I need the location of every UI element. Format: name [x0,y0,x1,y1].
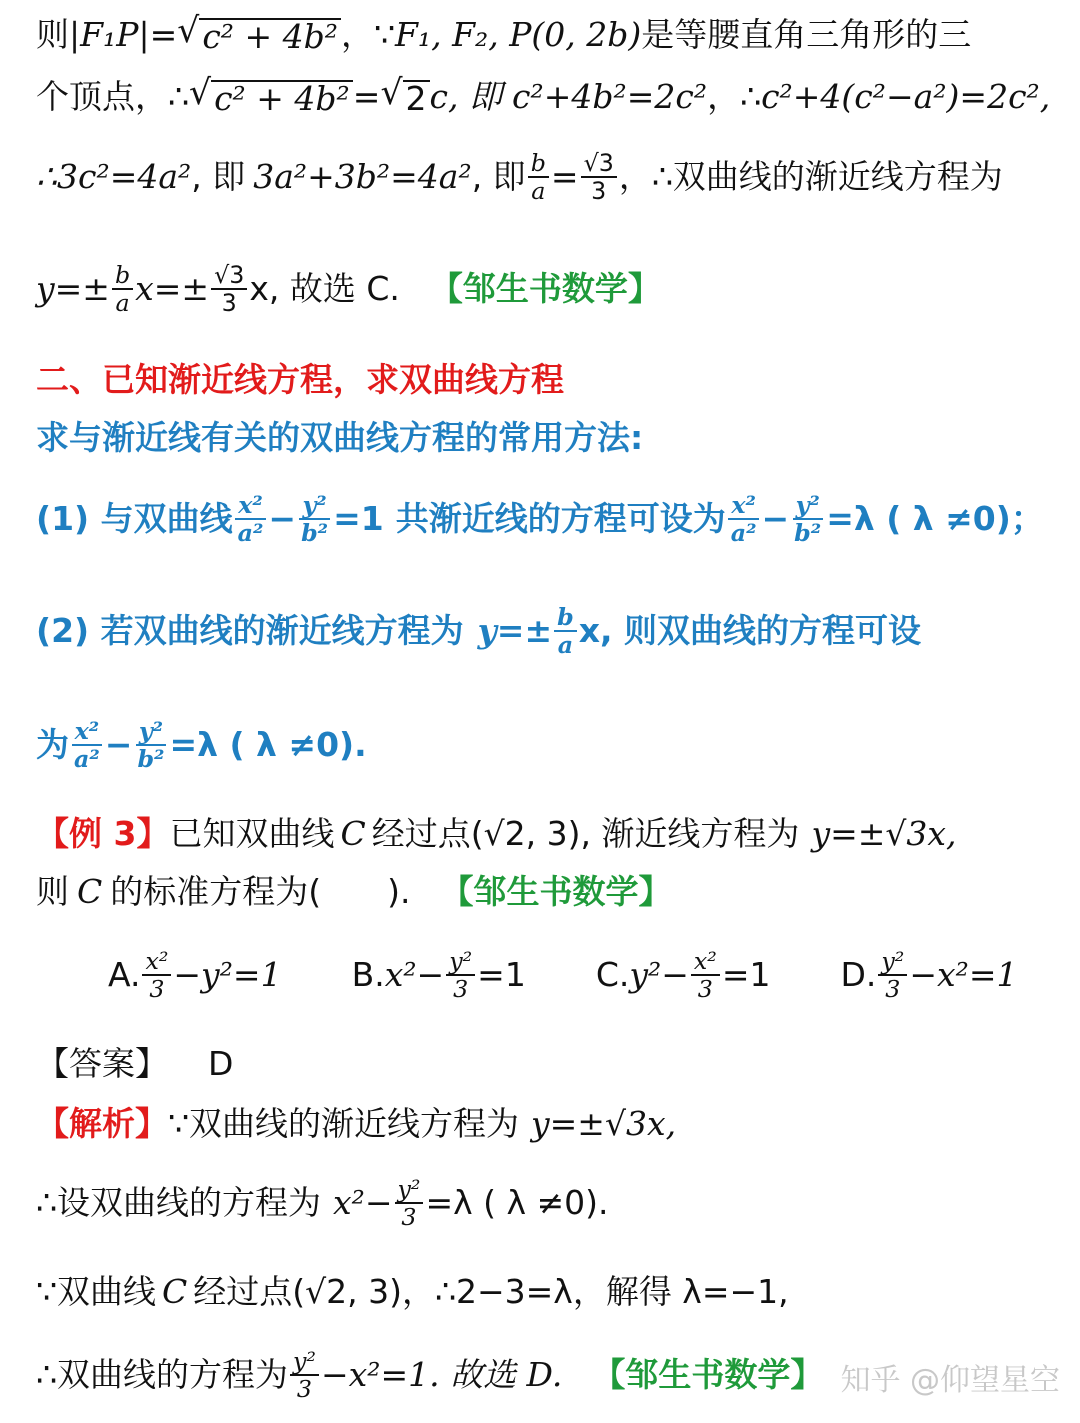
text: 经过点 [371,814,471,853]
text: 为 [36,725,69,765]
fraction-y2-3 [395,1176,424,1230]
text: ，∵ [341,14,396,54]
math-minus: − [268,499,297,539]
text: , 即 [191,157,246,197]
watermark: 知乎 @仰望星空 [840,1363,1060,1398]
math-eq: = [352,76,381,116]
fraction-x2-a2 [235,492,267,546]
radical-sign: √ [177,11,200,51]
denominator: 3 [401,1203,417,1232]
math-minus: − [761,499,790,539]
option-a [108,948,282,1002]
math-eq-one: =1 [333,499,384,539]
numerator: y² [136,718,166,746]
text: x, 则双曲线的方程可设 [578,611,922,651]
text: c, 即 [429,76,502,116]
numerator: y² [299,492,329,520]
numerator: y² [395,1176,424,1204]
example-tag: 【例 3】 [36,814,170,853]
text: x, 故选 C. [249,269,400,309]
denominator: b² [301,519,329,548]
text: 的标准方程为( ). [110,872,411,911]
text: 是等腰直角三角形的三 [641,14,972,54]
section-title: 二、已知渐近线方程，求双曲线方程 [36,360,564,399]
sqrt-expression [189,73,353,118]
sqrt-expression [380,73,429,118]
math-f1p: |F₁P| [69,14,150,54]
option-expr: −x²=1 [909,955,1018,995]
fraction-x2-a2 [71,718,103,772]
numerator: b [554,604,577,632]
denominator: 3 [885,975,901,1004]
denominator: 3 [453,975,469,1004]
fraction-y2-3 [878,948,907,1002]
math-point: (√2, 3) [292,1272,402,1311]
text: (1) 与双曲线 [36,499,233,539]
text: 个顶点，∴ [36,76,189,116]
denominator: a² [237,519,264,548]
numerator: x² [72,718,103,746]
text: −x²=1. 故选 D. [320,1355,563,1395]
method-2 [36,604,1060,658]
math-c: C [162,1272,188,1311]
math-x-eq-pm: x=± [135,269,210,309]
method-1 [36,492,1060,546]
example-3-question-cont [36,872,1060,912]
fraction-y2-3 [446,948,475,1002]
example-3-question [36,814,1060,854]
answer-value: D [208,1044,234,1083]
text: , 渐近线方程为 [580,814,800,853]
option-label: D. [840,955,877,995]
numerator: b [112,262,133,290]
derivation-line-4 [36,262,1060,316]
fraction-b-over-a [112,262,133,316]
math-point: (√2, 3) [470,814,581,853]
option-c [596,948,771,1002]
denominator: a [115,289,130,318]
derivation-line-3 [36,150,1060,204]
denominator: a² [730,519,757,548]
denominator: b² [137,745,165,774]
math-equation: ∴3c²=4a² [36,157,192,197]
text: 已知双曲线 [169,814,335,853]
solution-step-2 [36,1272,1060,1312]
numerator: x² [728,492,759,520]
fraction-y2-3 [290,1348,319,1402]
analysis-line [36,1104,1060,1144]
radicand: c² + 4b² [199,18,341,55]
option-expr: −y²=1 [173,955,282,995]
fraction-y2-b2 [298,492,331,546]
math-points: F₁, F₂, P(0, 2b) [395,14,642,54]
denominator: a [531,177,546,206]
denominator: 3 [697,975,713,1004]
text: (2) 若双曲线的渐近线方程为 [36,611,464,651]
fraction-b-over-a [554,604,577,658]
text: ，∴ [707,76,762,116]
text: ∴双曲线的方程为 [36,1355,288,1395]
derivation-line-2 [36,73,1060,118]
math-y-eq-pm: y=± [36,269,110,309]
section-subtitle: 求与渐近线有关的双曲线方程的常用方法: [36,418,644,457]
brand-tag: 【邹生书数学】 [592,1355,824,1395]
math-equation: c²+4b²=2c² [511,76,708,116]
answer-tag: 【答案】 [36,1044,168,1083]
text: ∴设双曲线的方程为 [36,1183,321,1223]
math-equation: c²+4(c²−a²)=2c², [761,76,1051,116]
fraction-sqrt3-over-3 [211,262,247,316]
math-y-eq-pm: y=± [477,611,553,651]
math-minus: − [104,725,133,765]
fraction-x2-3 [691,948,720,1002]
denominator: a [557,631,574,660]
radicand: 2 [403,80,430,117]
math-eq: = [550,157,579,197]
numerator: √3 [581,150,617,178]
sqrt-expression [177,11,341,56]
numerator: x² [235,492,266,520]
option-label: A. [108,955,141,995]
analysis-tag: 【解析】 [36,1104,168,1143]
fraction-y2-b2 [791,492,824,546]
text: =λ ( λ ≠0)； [826,499,1044,539]
numerator: y² [290,1348,319,1376]
fraction-x2-3 [142,948,171,1002]
math-eq: = [149,14,178,54]
text: =λ ( λ ≠0). [169,725,367,765]
fraction-sqrt3-over-3 [581,150,617,204]
numerator: b [528,150,549,178]
math-equation: 3a²+3b²=4a² [253,157,472,197]
radical-sign: √ [189,73,212,113]
option-label: B. [351,955,385,995]
text: =λ ( λ ≠0). [425,1183,609,1223]
option-expr: y²− [629,955,689,995]
numerator: x² [142,948,171,976]
fraction-x2-a2 [728,492,760,546]
math-asymptote: y=±√3x, [811,814,957,853]
text: , 即 [471,157,526,197]
denominator: 3 [221,289,237,318]
option-d [840,948,1017,1002]
fraction-b-over-a [528,150,549,204]
numerator: y² [793,492,823,520]
option-expr: x²− [384,955,445,995]
numerator: y² [446,948,475,976]
method-2-continued [36,718,1060,772]
math-c: C [77,872,103,911]
derivation-line-1 [36,11,1060,56]
option-expr: =1 [721,955,771,995]
solution-step-1 [36,1176,1060,1230]
text: 则 [36,872,69,911]
text: ∵双曲线 [36,1272,156,1311]
option-label: C. [595,955,630,995]
text: ∵双曲线的渐近线方程为 [168,1104,519,1143]
numerator: √3 [211,262,247,290]
math-expr: x²− [333,1183,393,1223]
fraction-y2-b2 [134,718,167,772]
brand-tag: 【邹生书数学】 [429,269,661,309]
option-expr: =1 [477,955,526,995]
option-b [352,948,526,1002]
text: 共渐近线的方程可设为 [395,499,726,539]
radical-sign: √ [380,73,403,113]
radicand: c² + 4b² [211,80,353,117]
denominator: 3 [591,177,607,206]
answer-options [108,948,1060,1002]
text: 经过点 [193,1272,293,1311]
denominator: 3 [296,1375,313,1404]
denominator: a² [74,745,100,774]
text: ，∴双曲线的渐近线方程为 [618,157,1003,197]
brand-tag: 【邹生书数学】 [440,872,672,911]
answer-line [36,1044,1060,1084]
numerator: y² [878,948,907,976]
math-asymptote: y=±√3x, [531,1104,677,1143]
text: 则 [36,14,69,54]
math-c: C [340,814,366,853]
denominator: 3 [149,975,165,1004]
denominator: b² [794,519,822,548]
text: ，∴2−3=λ，解得 λ=−1, [402,1272,789,1311]
numerator: x² [691,948,720,976]
